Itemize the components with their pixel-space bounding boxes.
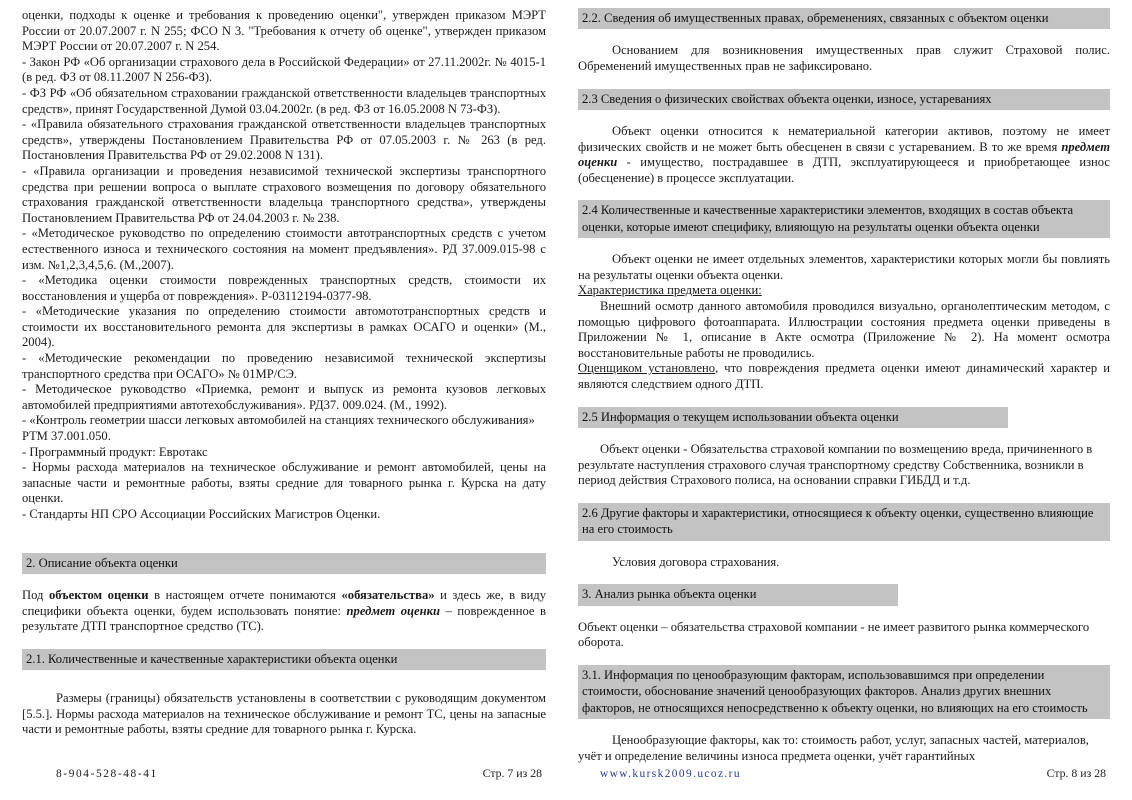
paragraph: - «Методическое руководство по определению стоимости автотранспортных средств с учетом естественного износа и технического состояния на момент предъявления». РД 37.009.015-98 с изм. №1,2,3,4,5,6. (М.,2007). bbox=[22, 226, 546, 272]
section-heading-2-4: 2.4 Количественные и качественные характеристики элементов, входящих в состав объекта оценки, которые имеют специфику, влияющую на результаты оценки объекта оценки bbox=[578, 200, 1110, 238]
footer-website: www.kursk2009.ucoz.ru bbox=[600, 768, 741, 780]
text-run: и здесь же, в виду специфики объекта оценки, будем использовать понятие: bbox=[22, 588, 547, 618]
text-run: , что повреждения предмета оценки имеют динамический характер и являются следствием одного ДТП. bbox=[578, 361, 1110, 391]
page-right bbox=[566, 0, 1132, 800]
emphasis-subject-of-valuation: предмет оценки bbox=[578, 139, 1110, 170]
paragraph: - «Правила обязательного страхования гражданской ответственности владельцев транспортных средств», утверждены Постановлением Правительства РФ от 07.05.2003 г. № 263 (в ред. Постановления Правительства РФ от 29.02.2008 N 131). bbox=[22, 117, 546, 163]
paragraph: Условия договора страхования. bbox=[612, 554, 780, 569]
emphasis-object-of-valuation: объектом оценки bbox=[48, 588, 149, 602]
underlined-label: Характеристика предмета оценки: bbox=[578, 283, 762, 298]
paragraph: Объект оценки не имеет отдельных элементов, характеристики которых могли бы повлиять на результаты оценки объекта оценки. bbox=[578, 252, 1110, 282]
paragraph: - Стандарты НП СРО Ассоциации Российских Магистров Оценки. bbox=[22, 507, 381, 521]
paragraph: - «Методические указания по определению стоимости автомототранспортных средств и стоимости их восстановительного ремонта для экспертизы в рамках ОСАГО и оценки» (М., 2004). bbox=[22, 304, 546, 350]
footer-phone: 8-904-528-48-41 bbox=[56, 768, 158, 780]
text-run: - имущество, пострадавшее в ДТП, эксплуатирующееся и приобретающее износ (обесценение) в процессе эксплуатации. bbox=[578, 155, 1110, 185]
paragraph: - Программный продукт: Евротакс bbox=[22, 444, 208, 459]
paragraph: - «Контроль геометрии шасси легковых автомобилей на станциях технического обслуживания» bbox=[22, 413, 535, 428]
text-run: в настоящем отчете понимаются bbox=[148, 588, 342, 602]
paragraph: Основанием для возникновения имущественных прав служит Страховой полис. Обременений имущественных прав не зафиксировано. bbox=[578, 43, 1110, 73]
paragraph: - «Методика оценки стоимости поврежденных транспортных средств, стоимости их восстановления и ущерба от повреждения». Р-03112194-0377-98. bbox=[22, 273, 546, 303]
paragraph: оценки, подходы к оценке и требования к проведению оценки", утвержден приказом МЭРТ России от 20.07.2007 г. N 255; ФСО N 3. "Требования к отчету об оценке", утвержден приказом МЭРТ России от 20.07.2007 г. N 254. bbox=[22, 8, 546, 54]
paragraph: Объект оценки – обязательства страховой компании - не имеет развитого рынка коммерческого оборота. bbox=[578, 619, 1090, 650]
footer-page-number: Стр. 7 из 28 bbox=[482, 766, 542, 780]
page-left-footer bbox=[22, 766, 546, 800]
paragraph-appraiser-finding bbox=[578, 361, 1110, 392]
section-heading-2-3: 2.3 Сведения о физических свойствах объекта оценки, износе, устареваниях bbox=[578, 89, 1110, 110]
page-right-footer bbox=[578, 766, 1110, 800]
page-right-body bbox=[578, 8, 1110, 766]
paragraph: Объект оценки - Обязательства страховой компании по возмещению вреда, причиненного в результате наступления страхового случая транспортному средству Собственника, возникли в период действия Страхового полиса, на основании справки ГИБДД и т.д. bbox=[578, 441, 1093, 488]
paragraph-object-definition bbox=[22, 588, 546, 635]
paragraph: - Методическое руководство «Приемка, ремонт и выпуск из ремонта кузовов легковых автомобилей предприятиями автотехобслуживания». РД37. 009.024. (М., 1992). bbox=[22, 382, 546, 412]
paragraph: Внешний осмотр данного автомобиля проводился визуально, органолептическим методом, с помощью цифрового фотоаппарата. Иллюстрации состояния предмета оценки приведены в Приложении № 1, описание в Акте осмотра (Приложение № 2). На момент осмотра восстановительные работы не проводились. bbox=[578, 298, 1110, 360]
section-heading-2: 2. Описание объекта оценки bbox=[22, 553, 546, 574]
section-heading-2-2: 2.2. Сведения об имущественных правах, обременениях, связанных с объектом оценки bbox=[578, 8, 1110, 29]
text-run: – поврежденное в результате ДТП транспортное средство (ТС). bbox=[22, 603, 547, 634]
emphasis-obligations: «обязательства» bbox=[341, 588, 435, 602]
section-heading-2-5: 2.5 Информация о текущем использовании объекта оценки bbox=[578, 407, 1008, 428]
emphasis-subject-of-valuation: предмет оценки bbox=[346, 603, 441, 618]
footer-page-number: Стр. 8 из 28 bbox=[1046, 766, 1106, 780]
text-run: Объект оценки относится к нематериальной категории активов, поэтому не имеет физических свойств и не может быть обесценен в связи с устареванием. В то же время bbox=[578, 124, 1110, 154]
paragraph-physical-properties bbox=[578, 124, 1110, 186]
section-heading-3-1: 3.1. Информация по ценообразующим факторам, использовавшимся при определении стоимости, обоснование значений ценообразующих факторов. Анализ других внешних факторов, не относящихся непосредственно к объекту оценки, но влияющих на его стоимость bbox=[578, 665, 1110, 719]
section-heading-2-1: 2.1. Количественные и качественные характеристики объекта оценки bbox=[22, 649, 546, 670]
paragraph: РТМ 37.001.050. bbox=[22, 429, 111, 444]
paragraph: Размеры (границы) обязательств установлены в соответствии с руководящим документом [5.5.]. Нормы расхода материалов на техническое обслуживание и ремонт ТС, цены на запасные части и ремонтные работы, взяты средние для товарного рынка г. Курска. bbox=[22, 691, 546, 737]
text-run: Под bbox=[22, 588, 49, 602]
paragraph: - «Правила организации и проведения независимой технической экспертизы транспортного средства при решении вопроса о выплате страхового возмещения по договору обязательного страхования гражданской ответственности владельца транспортного средства», утверждены Постановлением Правительства РФ от 24.04.2003 г. № 238. bbox=[22, 163, 546, 225]
section-heading-3: 3. Анализ рынка объекта оценки bbox=[578, 584, 898, 605]
paragraph: - «Методические рекомендации по проведению независимой технической экспертизы транспортного средства при ОСАГО» № 01МР/СЭ. bbox=[22, 351, 546, 381]
paragraph: - Нормы расхода материалов на техническое обслуживание и ремонт автомобилей, цены на запасные части и ремонтные работы, взяты средние для товарного рынка г. Курска на дату оценки. bbox=[22, 460, 546, 506]
paragraph: Ценообразующие факторы, как то: стоимость работ, услуг, запасных частей, материалов, учёт и определение величины износа предмета оценки, учёт гарантийных bbox=[578, 732, 1089, 763]
page-left-body bbox=[22, 8, 546, 766]
underlined-label: Оценщиком установлено bbox=[578, 361, 716, 376]
section-heading-2-6: 2.6 Другие факторы и характеристики, относящиеся к объекту оценки, существенно влияющие на его стоимость bbox=[578, 503, 1110, 541]
paragraph: - ФЗ РФ «Об обязательном страховании гражданской ответственности владельцев транспортных средств», принят Государственной Думой 03.04.2002г. (в ред. ФЗ от 16.05.2008 N 73-ФЗ). bbox=[22, 85, 546, 116]
paragraph-subject-characteristics-label bbox=[578, 283, 1110, 299]
paragraph: - Закон РФ «Об организации страхового дела в Российской Федерации» от 27.11.2002г. № 4015-1 (в ред. ФЗ от 08.11.2007 N 256-ФЗ). bbox=[22, 54, 546, 85]
